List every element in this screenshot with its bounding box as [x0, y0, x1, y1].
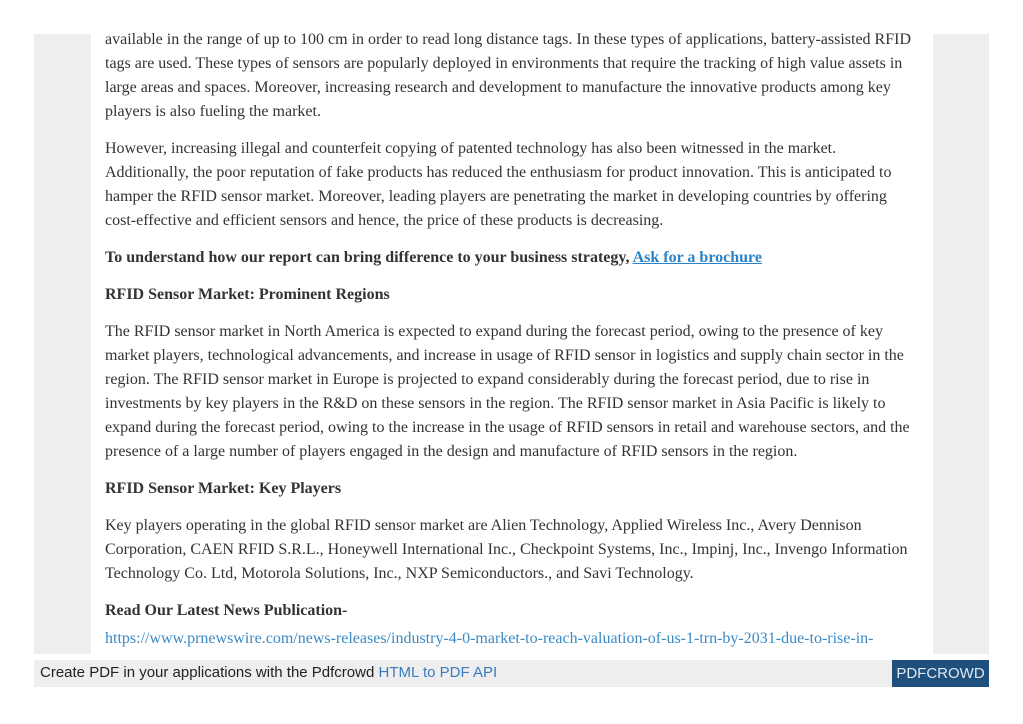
pdf-footer-bar [34, 660, 989, 687]
paragraph-counterfeit: However, increasing illegal and counterfeit copying of patented technology has also been witnessed in the market. Additionally, the poor reputation of fake products has reduced the enthusiasm for product innovation. This is anticipated to hamper the RFID sensor market. Moreover, leading players are penetrating the market in developing countries by offering cost-effective and efficient sensors and hence, the price of these products is decreasing. [105, 140, 892, 229]
news-publication-link[interactable]: https://www.prnewswire.com/news-releases/industry-4-0-market-to-reach-valuation-of-us-1-trn-by-2031-due-to-rise-in- [105, 630, 874, 647]
paragraph-key-players: Key players operating in the global RFID sensor market are Alien Technology, Applied Wireless Inc., Avery Dennison Corporation, CAEN RFID S.R.L., Honeywell International Inc., Checkpoint Systems, Inc., Impinj, Inc., Invengo Information Technology Co. Ltd, Motorola Solutions, Inc., NXP Semiconductors., and Savi Technology. [105, 517, 908, 582]
ask-brochure-link[interactable]: Ask for a brochure [632, 249, 762, 266]
article-body [105, 28, 921, 654]
left-margin-panel [34, 34, 91, 654]
heading-latest-news: Read Our Latest News Publication- [105, 602, 348, 619]
html-to-pdf-api-link[interactable]: HTML to PDF API [378, 664, 498, 681]
pdfcrowd-logo-button[interactable]: PDFCROWD [892, 660, 989, 687]
footer-caption: Create PDF in your applications with the Pdfcrowd [40, 664, 379, 681]
brochure-cta [105, 246, 921, 270]
heading-key-players: RFID Sensor Market: Key Players [105, 480, 342, 497]
heading-prominent-regions: RFID Sensor Market: Prominent Regions [105, 286, 390, 303]
paragraph-range: available in the range of up to 100 cm in order to read long distance tags. In these types of applications, battery-assisted RFID tags are used. These types of sensors are popularly deployed in environments that require the tracking of high value assets in large areas and spaces. Moreover, increasing research and development to manufacture the innovative products among key players is also fueling the market. [105, 31, 911, 120]
brochure-cta-text: To understand how our report can bring difference to your business strategy, [105, 249, 633, 266]
paragraph-regions: The RFID sensor market in North America is expected to expand during the forecast period, owing to the presence of key market players, technological advancements, and increase in usage of RFID sensor in logistics and supply chain sector in the region. The RFID sensor market in Europe is projected to expand considerably during the forecast period, due to rise in investments by key players in the R&D on these sensors in the region. The RFID sensor market in Asia Pacific is likely to expand during the forecast period, owing to the increase in the usage of RFID sensors in retail and warehouse sectors, and the presence of a large number of players engaged in the design and manufacture of RFID sensors in the region. [105, 323, 910, 460]
footer-text [40, 664, 497, 681]
right-margin-panel [933, 34, 989, 654]
